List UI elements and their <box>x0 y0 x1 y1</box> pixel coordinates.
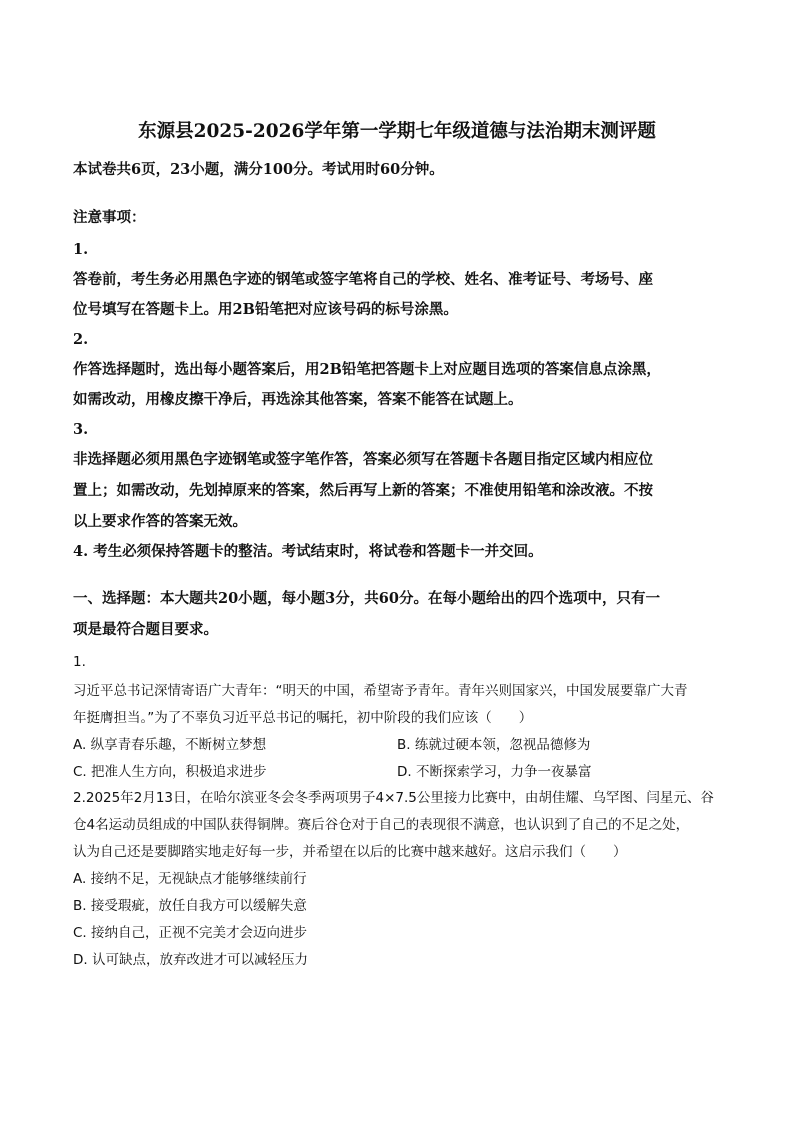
section-heading: 一、选择题：本大题共20小题，每小题3分，共60分。在每小题给出的四个选项中，只有一 <box>73 590 660 607</box>
section-heading: 项是最符合题目要求。 <box>73 621 218 638</box>
question-2-stem: 2.2025年2月13日，在哈尔滨亚冬会冬季两项男子4×7.5公里接力比赛中，由胡佳耀、乌罕图、闫星元、谷 <box>73 790 714 806</box>
page-title: 东源县2025-2026学年第一学期七年级道德与法治期末测评题 <box>138 121 656 142</box>
question-2-option-c: C. 接纳自己，正视不完美才会迈向进步 <box>73 925 308 941</box>
notice-3-line: 以上要求作答的答案无效。 <box>73 513 247 530</box>
notice-1-line: 位号填写在答题卡上。用2B铅笔把对应该号码的标号涂黑。 <box>73 301 458 318</box>
question-1-option-d: D. 不断探索学习，力争一夜暴富 <box>397 764 592 780</box>
question-1-option-b: B. 练就过硬本领，忽视品德修为 <box>397 737 591 753</box>
question-2-option-d: D. 认可缺点，放弃改进才可以减轻压力 <box>73 952 308 968</box>
notice-1-number: 1. <box>73 241 89 258</box>
notice-2-line: 如需改动，用橡皮擦干净后，再选涂其他答案，答案不能答在试题上。 <box>73 391 523 408</box>
question-1-option-a: A. 纵享青春乐趣，不断树立梦想 <box>73 737 267 753</box>
exam-intro: 本试卷共6页，23小题，满分100分。考试用时60分钟。 <box>73 161 444 178</box>
notice-heading: 注意事项： <box>73 209 146 226</box>
notice-4-line: 4. 考生必须保持答题卡的整洁。考试结束时，将试卷和答题卡一并交回。 <box>73 543 543 560</box>
question-1-stem: 年挺膺担当。”为了不辜负习近平总书记的嘱托，初中阶段的我们应该（ ） <box>73 710 533 726</box>
question-1-number: 1. <box>73 654 86 670</box>
question-2-stem: 仓4名运动员组成的中国队获得铜牌。赛后谷仓对于自己的表现很不满意，也认识到了自己的不足之处， <box>73 817 690 833</box>
notice-2-line: 作答选择题时，选出每小题答案后，用2B铅笔把答题卡上对应题目选项的答案信息点涂黑， <box>73 361 661 378</box>
notice-1-line: 答卷前，考生务必用黑色字迹的钢笔或签字笔将自己的学校、姓名、准考证号、考场号、座 <box>73 271 653 288</box>
question-2-option-b: B. 接受瑕疵，放任自我方可以缓解失意 <box>73 898 307 914</box>
notice-3-number: 3. <box>73 421 89 438</box>
notice-2-number: 2. <box>73 331 89 348</box>
question-1-option-c: C. 把准人生方向，积极追求进步 <box>73 764 267 780</box>
notice-3-line: 置上；如需改动，先划掉原来的答案，然后再写上新的答案；不准使用铅笔和涂改液。不按 <box>73 482 653 499</box>
question-2-stem: 认为自己还是要脚踏实地走好每一步，并希望在以后的比赛中越来越好。这启示我们（ ） <box>73 844 627 860</box>
question-1-stem: 习近平总书记深情寄语广大青年：“明天的中国，希望寄予青年。青年兴则国家兴，中国发展要靠广大青 <box>73 683 688 699</box>
notice-3-line: 非选择题必须用黑色字迹钢笔或签字笔作答，答案必须写在答题卡各题目指定区域内相应位 <box>73 451 653 468</box>
question-2-option-a: A. 接纳不足，无视缺点才能够继续前行 <box>73 871 307 887</box>
